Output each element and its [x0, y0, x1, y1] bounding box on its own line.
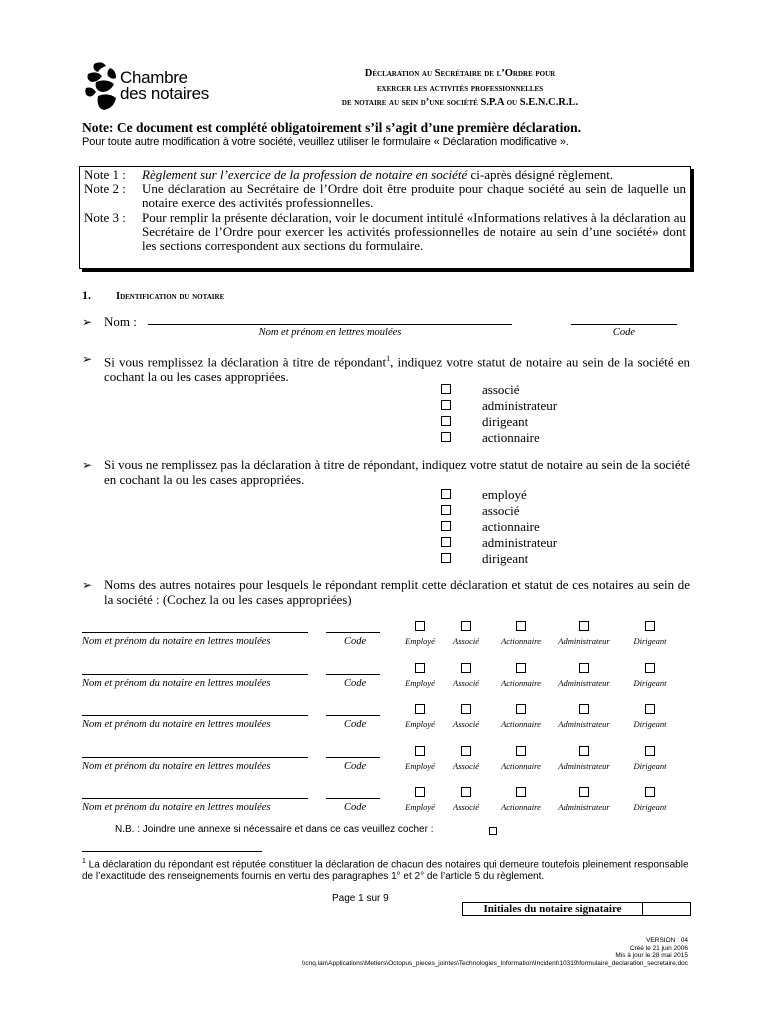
q1-text-b: , indiquez votre statut de notaire au sein de la société en cochant la ou les cases appropriées. [104, 354, 690, 384]
q3-name-field[interactable] [82, 715, 308, 716]
q3-status-checkbox[interactable] [579, 663, 589, 673]
arrow-bullet-icon: ➢ [82, 578, 93, 592]
q3-column-label: Dirigeant [633, 677, 667, 688]
q1-text [104, 352, 690, 384]
q3-column-label: Employé [405, 760, 435, 771]
q3-status-checkbox[interactable] [516, 746, 526, 756]
note-1-text [142, 168, 686, 182]
logo-line2: des notaires [120, 84, 210, 103]
q3-name-caption: Nom et prénom du notaire en lettres moulées [82, 760, 271, 772]
q1-option-label: actionnaire [482, 430, 540, 445]
q1-footnote-ref: 1 [386, 354, 391, 363]
q3-status-checkbox[interactable] [645, 663, 655, 673]
note-sub: Pour toute autre modification à votre société, veuillez utiliser le formulaire « Déclaration modificative ». [82, 136, 569, 148]
q3-status-checkbox[interactable] [461, 704, 471, 714]
q3-column-label: Associé [453, 677, 479, 688]
q3-column-label: Administrateur [558, 719, 610, 729]
q3-column-label: Associé [453, 760, 479, 771]
note-2 [84, 182, 686, 210]
meta-path: \\cnq.lan\Applications\Metiers\Octopus_pieces_jointes\Technologies_Information\Incident\10319\formulaire_declaration_secretaire.doc [301, 959, 688, 967]
footnote-marker: 1 [82, 858, 86, 865]
nom-label: Nom : [104, 314, 137, 329]
q3-status-checkbox[interactable] [461, 746, 471, 756]
q1-option-label: administrateur [482, 398, 558, 413]
q3-column-label: Dirigeant [633, 719, 667, 729]
q3-column-label: Employé [405, 636, 435, 646]
q3-column-label: Actionnaire [501, 802, 541, 812]
section-1-heading [82, 288, 224, 303]
nb-text [115, 824, 434, 835]
arrow-bullet-icon: ➢ [82, 315, 93, 329]
q3-column-label: Actionnaire [501, 636, 541, 646]
q3-status-checkbox[interactable] [516, 787, 526, 797]
q3-code-caption: Code [344, 719, 367, 730]
note-1 [84, 168, 686, 182]
q3-column-label: Administrateur [558, 802, 610, 812]
q3-status-checkbox[interactable] [516, 704, 526, 714]
q3-column-label: Associé [453, 802, 479, 812]
note-2-label: Note 2 : [84, 181, 126, 197]
section-1-number: 1. [82, 288, 91, 302]
nom-caption: Nom et prénom en lettres moulées [258, 327, 402, 338]
document-metadata [302, 937, 688, 967]
note-3 [84, 211, 686, 254]
q2-checkbox[interactable] [441, 521, 451, 531]
q3-column-label: Administrateur [558, 760, 610, 771]
page-number: Page 1 sur 9 [332, 893, 389, 904]
q3-status-checkbox[interactable] [415, 704, 425, 714]
q3-name-field[interactable] [82, 632, 308, 633]
code-caption: Code [612, 327, 636, 338]
q3-status-checkbox[interactable] [415, 746, 425, 756]
q3-status-checkbox[interactable] [579, 704, 589, 714]
q2-text: Si vous ne remplissez pas la déclaration à titre de répondant, indiquez votre statut de notaire au sein de la société en cochant la ou les cases appropriées. [104, 457, 690, 487]
notes-box [79, 166, 691, 269]
q3-name-caption: Nom et prénom du notaire en lettres moulées [82, 677, 271, 689]
q3-name-caption: Nom et prénom du notaire en lettres moulées [82, 719, 271, 730]
q2-checkbox[interactable] [441, 489, 451, 499]
q3-name-field[interactable] [82, 798, 308, 799]
q3-status-checkbox[interactable] [645, 704, 655, 714]
q1-checkbox[interactable] [441, 384, 451, 394]
q3-column-label: Dirigeant [633, 760, 667, 771]
note-1-label: Note 1 : [84, 167, 126, 182]
initials-label: Initiales du notaire signataire [463, 903, 643, 915]
nom-field[interactable] [148, 324, 512, 325]
annexe-checkbox[interactable] [489, 827, 497, 835]
q3-status-checkbox[interactable] [516, 621, 526, 631]
initials-box [462, 902, 691, 916]
q3-column-label: Dirigeant [633, 802, 667, 812]
note-3-text: Pour remplir la présente déclaration, voir le document intitulé «Informations relatives à la déclaration au Secrétaire de l’Ordre pour exercer les activités professionnelles de notaire au sein d’une société» dont les sections correspondent aux sections du formulaire. [142, 209, 686, 254]
q3-column-label: Associé [453, 636, 479, 646]
title-line3: de notaire au sein d’une société S.P.A ou S.E.N.C.R.L. [341, 97, 579, 108]
q3-column-label: Actionnaire [501, 677, 541, 688]
meta-updated: Mis à jour le 28 mai 2015 [615, 952, 688, 959]
q2-option-label: associé [482, 503, 520, 518]
q3-column-label: Administrateur [558, 677, 610, 688]
footnote [82, 856, 690, 883]
q3-code-field[interactable] [326, 715, 380, 716]
q3-name-caption: Nom et prénom du notaire en lettres moulées [82, 802, 271, 813]
q3-code-caption: Code [344, 677, 367, 689]
q2-checkbox[interactable] [441, 505, 451, 515]
title-line2: exercer les activités professionnelles [376, 82, 544, 94]
nb-label: N.B. : Joindre une annexe si nécessaire et dans ce cas veuillez cocher : [115, 824, 434, 835]
logo [84, 60, 234, 116]
q3-code-field[interactable] [326, 674, 380, 675]
nom-code-field[interactable] [571, 324, 677, 325]
document-title [270, 67, 650, 111]
title-line1: Déclaration au Secrétaire de l’Ordre pour [364, 68, 556, 79]
note-1-body: ci-après désigné règlement. [467, 167, 614, 182]
q3-column-label: Employé [405, 677, 435, 688]
q3-status-checkbox[interactable] [415, 787, 425, 797]
q3-code-caption: Code [344, 760, 367, 772]
notaires-emblem-icon [84, 60, 120, 116]
arrow-bullet-icon: ➢ [82, 352, 93, 366]
note-3-label: Note 3 : [84, 209, 126, 225]
note-main: Note: Ce document est complété obligatoirement s’il s’agit d’une première déclaration. [82, 120, 582, 135]
q3-column-label: Employé [405, 802, 435, 812]
q1-checkbox[interactable] [441, 432, 451, 442]
q3-status-checkbox[interactable] [415, 663, 425, 673]
q2-option-label: dirigeant [482, 551, 529, 566]
q3-text: Noms des autres notaires pour lesquels le répondant remplit cette déclaration et statut de ces notaires au sein de la société : (Cochez la ou les cases appropriées) [104, 577, 690, 607]
q3-status-checkbox[interactable] [461, 787, 471, 797]
arrow-bullet-icon: ➢ [82, 458, 93, 472]
meta-created: Créé le 21 juin 2006 [629, 944, 688, 952]
q3-column-label: Administrateur [558, 636, 610, 646]
q3-status-checkbox[interactable] [579, 746, 589, 756]
meta-version: VERSION : 04 [646, 937, 688, 944]
q3-code-caption: Code [344, 636, 367, 647]
q3-code-field[interactable] [326, 757, 380, 758]
q3-status-checkbox[interactable] [461, 663, 471, 673]
q3-name-caption: Nom et prénom du notaire en lettres moulées [82, 636, 271, 647]
q2-option-label: administrateur [482, 535, 558, 550]
q3-status-checkbox[interactable] [579, 621, 589, 631]
q3-column-label: Associé [453, 719, 479, 729]
q3-status-checkbox[interactable] [415, 621, 425, 631]
q2-checkbox[interactable] [441, 537, 451, 547]
q2-option-label: employé [482, 487, 527, 502]
q2-option-label: actionnaire [482, 519, 540, 534]
q2-checkbox[interactable] [441, 553, 451, 563]
q3-column-label: Actionnaire [501, 760, 541, 771]
q3-status-checkbox[interactable] [579, 787, 589, 797]
q1-checkbox[interactable] [441, 416, 451, 426]
footnote-text: La déclaration du répondant est réputée constituer la déclaration de chacun des notaires qui demeure toutefois pleinement responsable de l’exactitude des renseignements fournis en vertu des paragraphes 1° et 2° de l’article 5 du règlement. [82, 859, 689, 883]
q3-column-label: Employé [405, 719, 435, 729]
q3-status-checkbox[interactable] [516, 663, 526, 673]
q3-code-field[interactable] [326, 632, 380, 633]
q3-column-label: Dirigeant [633, 636, 667, 646]
q3-name-field[interactable] [82, 757, 308, 758]
q3-status-checkbox[interactable] [645, 787, 655, 797]
q3-status-checkbox[interactable] [645, 621, 655, 631]
q1-option-label: associé [482, 382, 520, 397]
q3-column-label: Actionnaire [501, 719, 541, 729]
q3-code-field[interactable] [326, 798, 380, 799]
q3-status-checkbox[interactable] [645, 746, 655, 756]
q3-code-caption: Code [344, 802, 367, 813]
initials-field[interactable] [643, 903, 690, 915]
q1-checkbox[interactable] [441, 400, 451, 410]
q3-name-field[interactable] [82, 674, 308, 675]
q3-status-checkbox[interactable] [461, 621, 471, 631]
q1-text-a: Si vous remplissez la déclaration à titre de répondant [104, 354, 387, 370]
q1-option-label: dirigeant [482, 414, 529, 429]
note-2-text: Une déclaration au Secrétaire de l’Ordre doit être produite pour chaque société au sein de laquelle un notaire exerce des activités professionnelles. [142, 181, 686, 211]
section-1-title: Identification du notaire [116, 291, 225, 302]
note-1-italic: Règlement sur l’exercice de la profession de notaire en société [142, 167, 468, 182]
footnote-separator [82, 851, 262, 852]
logo-line1: Chambre [120, 68, 188, 87]
